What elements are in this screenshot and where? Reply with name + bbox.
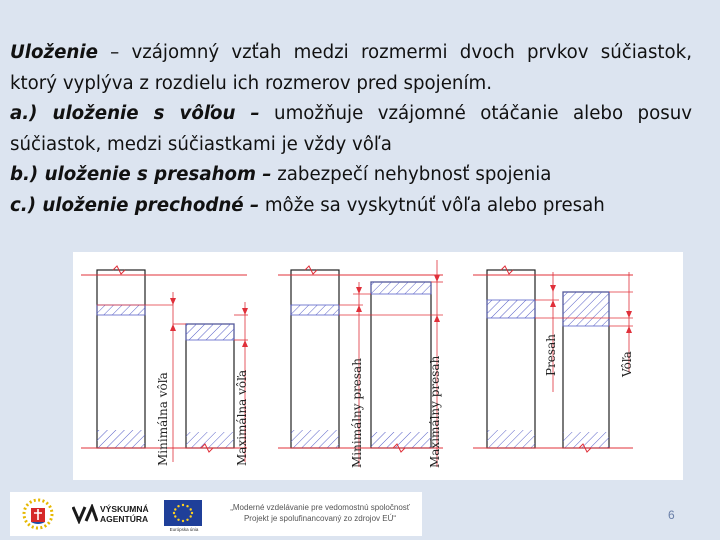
research-agency-logo: [72, 502, 152, 526]
definition-paragraph: [10, 38, 692, 99]
shaft-lower-zone: [563, 432, 609, 448]
shaft-lower-zone: [371, 432, 431, 448]
eu-caption: Európska únia: [169, 527, 199, 532]
agency-mark-icon: [72, 504, 98, 524]
interference-fit-paragraph: [10, 160, 692, 191]
definition-text: – vzájomný vzťah medzi rozmermi dvoch prvkov súčiastok, ktorý vyplýva z rozdielu ich rozmerov pred spojením.: [10, 42, 692, 94]
hole-wall: [97, 270, 145, 448]
label-interference: Presah: [544, 334, 558, 376]
agency-name: [100, 504, 149, 524]
shaft-body: [186, 324, 234, 448]
shaft-tolerance-zone: [371, 282, 431, 294]
hole-tolerance-zone: [291, 305, 339, 315]
shaft-body: [371, 282, 431, 448]
hole-tolerance-zone: [487, 300, 535, 318]
fits-diagram: [73, 252, 683, 480]
term-interference-fit: b.) uloženie s presahom –: [10, 164, 272, 185]
shaft-tolerance-zone: [186, 324, 234, 340]
lower-tolerance-zone: [291, 430, 339, 448]
shaft-tolerance-zone: [563, 292, 609, 326]
term-fit: Uloženie: [10, 42, 98, 63]
ministry-emblem-icon: [20, 496, 56, 532]
hole-wall: [291, 270, 339, 448]
term-clearance-fit: a.) uloženie s vôľou –: [10, 103, 260, 124]
project-statement: [225, 502, 415, 524]
project-line1: „Moderné vzdelávanie pre vedomostnú spoločnosť: [230, 503, 410, 512]
fits-diagram-svg: [73, 252, 683, 480]
footer-logos: [10, 492, 422, 536]
label-clearance: Vôľa: [620, 351, 634, 377]
shaft-lower-zone: [186, 432, 234, 448]
label-max-interference: Maximálny presah: [428, 355, 442, 468]
label-min-clearance: Minimálna vôľa: [156, 372, 170, 466]
agency-name-line1: VÝSKUMNÁ: [100, 504, 149, 514]
hole-tolerance-zone: [97, 305, 145, 315]
transition-fit-text: môže sa vyskytnúť vôľa alebo presah: [259, 194, 605, 216]
transition-fit-paragraph: [10, 191, 692, 222]
label-min-interference: Minimálny presah: [350, 358, 364, 468]
interference-fit-text: zabezpečí nehybnosť spojenia: [271, 164, 552, 185]
page-number: 6: [668, 508, 675, 522]
label-max-clearance: Maximálna vôľa: [235, 369, 249, 466]
agency-name-line2: AGENTÚRA: [100, 514, 149, 524]
project-line2: Projekt je spolufinancovaný zo zdrojov EÚ“: [243, 514, 397, 523]
lower-tolerance-zone: [487, 430, 535, 448]
clearance-fit-paragraph: [10, 99, 692, 160]
eu-flag-icon: [164, 500, 202, 526]
slide-body: [10, 38, 692, 221]
lower-tolerance-zone: [97, 430, 145, 448]
term-transition-fit: c.) uloženie prechodné –: [10, 194, 260, 216]
hole-wall: [487, 270, 535, 448]
clearance-fit-text: umožňuje vzájomné otáčanie alebo posuv súčiastok, medzi súčiastkami je vždy vôľa: [10, 103, 692, 155]
